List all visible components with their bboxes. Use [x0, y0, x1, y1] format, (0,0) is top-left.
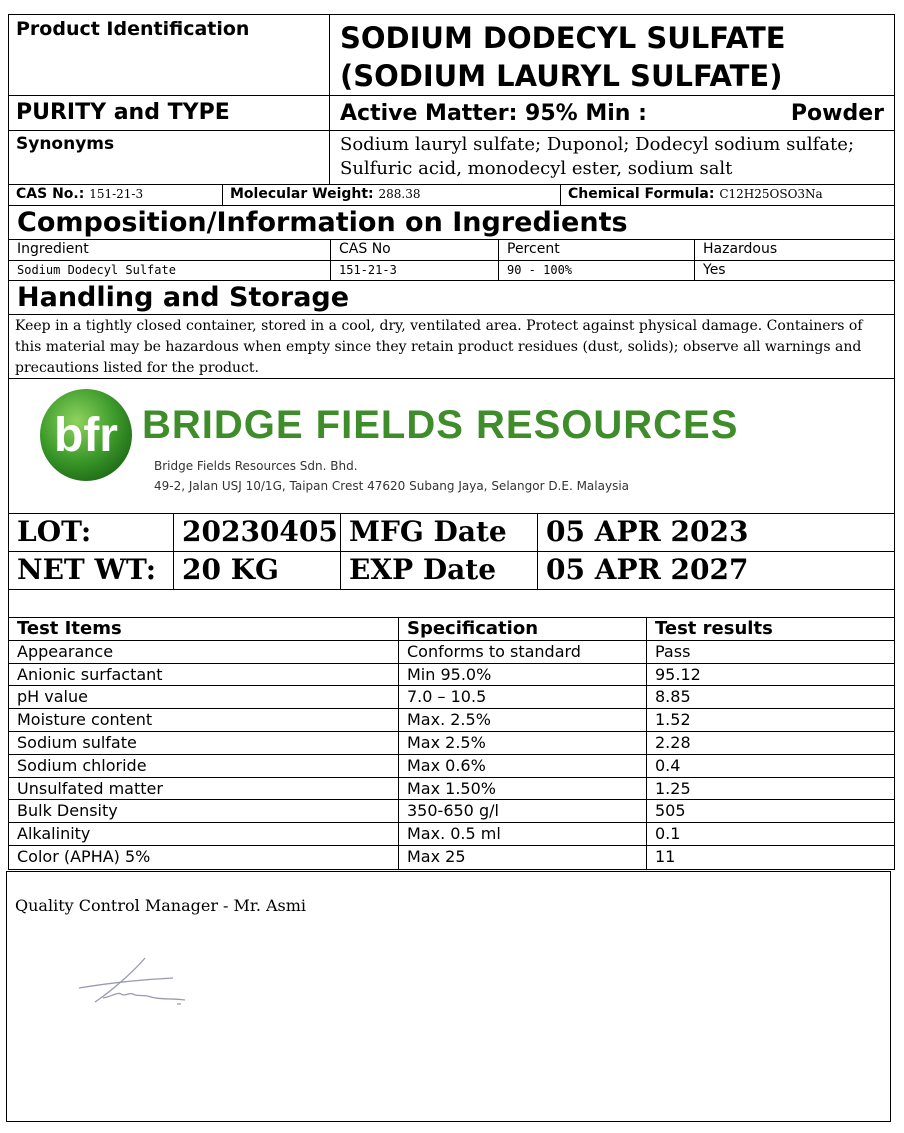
test-specification: Conforms to standard — [399, 641, 647, 663]
test-specification: Max. 2.5% — [399, 709, 647, 731]
exp-date-label: EXP Date — [341, 552, 538, 589]
test-results-header: Test results — [655, 618, 773, 639]
test-item: pH value — [9, 686, 399, 708]
test-item: Alkalinity — [9, 823, 399, 845]
test-item: Unsulfated matter — [9, 778, 399, 800]
test-item: Sodium chloride — [9, 755, 399, 777]
test-row — [9, 732, 894, 755]
chemical-formula-cell — [561, 185, 894, 205]
cas-cell — [9, 185, 223, 205]
test-specification: Max 1.50% — [399, 778, 647, 800]
test-item: Color (APHA) 5% — [9, 846, 399, 869]
test-specification: 350-650 g/l — [399, 800, 647, 822]
ingredient-hazardous: Yes — [703, 262, 726, 278]
lot-label: LOT: — [9, 514, 174, 551]
molecular-weight-label: Molecular Weight: — [230, 186, 374, 202]
ingredient-row — [9, 261, 894, 281]
synonyms-value — [330, 131, 894, 184]
test-items-header: Test Items — [9, 618, 399, 640]
test-row — [9, 800, 894, 823]
chemical-formula-label: Chemical Formula: — [568, 186, 715, 202]
synonyms-line2: Sulfuric acid, monodecyl ester, sodium salt — [340, 158, 733, 179]
ingredient-name: Sodium Dodecyl Sulfate — [9, 261, 331, 280]
test-result: Pass — [655, 641, 691, 661]
product-name-line1: SODIUM DODECYL SULFATE — [340, 21, 786, 55]
test-result: 8.85 — [655, 687, 691, 707]
ingredients-header-row — [9, 240, 894, 261]
cas-no-header: CAS No — [331, 240, 499, 260]
spacer-row — [9, 590, 894, 618]
molecular-weight-cell — [223, 185, 561, 205]
quality-control-manager: Quality Control Manager - Mr. Asmi — [15, 896, 307, 915]
test-specification: 7.0 – 10.5 — [399, 686, 647, 708]
composition-heading: Composition/Information on Ingredients — [9, 206, 894, 240]
handwritten-signature — [73, 950, 193, 1010]
net-weight-row — [9, 552, 894, 590]
test-row — [9, 823, 894, 846]
test-row — [9, 664, 894, 687]
test-row — [9, 709, 894, 732]
test-result: 0.4 — [655, 755, 681, 775]
mfg-date-label: MFG Date — [341, 514, 538, 551]
signature-box — [6, 871, 891, 1122]
lot-value: 20230405 — [174, 514, 341, 551]
hazardous-header: Hazardous — [703, 241, 778, 257]
logo-monogram: bfr — [54, 409, 118, 462]
test-specification: Max 25 — [399, 846, 647, 869]
company-address: 49-2, Jalan USJ 10/1G, Taipan Crest 47620 Subang Jaya, Selangor D.E. Malaysia — [154, 479, 630, 493]
test-row — [9, 846, 894, 869]
cas-value: 151-21-3 — [89, 187, 144, 201]
test-item: Sodium sulfate — [9, 732, 399, 754]
chemical-formula-value: C12H25OSO3Na — [719, 187, 823, 201]
cas-label: CAS No.: — [16, 186, 85, 202]
handling-line1: Keep in a tightly closed container, stored in a cool, dry, ventilated area. Protect against physical damage. Containers of — [15, 318, 863, 334]
handling-text — [9, 315, 894, 379]
product-identification-label: Product Identification — [9, 15, 330, 95]
company-legal-name: Bridge Fields Resources Sdn. Bhd. — [154, 459, 358, 473]
net-weight-value: 20 KG — [174, 552, 341, 589]
test-item: Bulk Density — [9, 800, 399, 822]
product-data-sheet — [8, 14, 895, 870]
test-result: 1.25 — [655, 778, 691, 798]
lot-row — [9, 514, 894, 552]
test-item: Moisture content — [9, 709, 399, 731]
net-weight-label: NET WT: — [9, 552, 174, 589]
handling-heading: Handling and Storage — [9, 281, 894, 315]
test-specification: Max 0.6% — [399, 755, 647, 777]
test-row — [9, 686, 894, 709]
molecular-weight-value: 288.38 — [378, 187, 421, 201]
product-name-line2: (SODIUM LAURYL SULFATE) — [340, 59, 783, 93]
test-result: 505 — [655, 801, 686, 821]
handling-line2: this material may be hazardous when empty since they retain product residues (dust, solids); observe all warnings and — [15, 339, 862, 355]
test-specification: Max 2.5% — [399, 732, 647, 754]
purity-label: PURITY and TYPE — [9, 96, 330, 130]
test-header-row — [9, 618, 894, 641]
active-matter-text: Active Matter: 95% Min : — [340, 101, 647, 126]
identifiers-row — [9, 185, 894, 206]
ingredient-cas: 151-21-3 — [331, 261, 499, 280]
mfg-date-value: 05 APR 2023 — [546, 515, 749, 548]
percent-header: Percent — [499, 240, 695, 260]
purity-row — [9, 96, 894, 131]
test-row — [9, 755, 894, 778]
specification-header: Specification — [399, 618, 647, 640]
ingredient-percent: 90 - 100% — [499, 261, 695, 280]
test-item: Anionic surfactant — [9, 664, 399, 686]
test-result: 11 — [655, 846, 676, 866]
test-specification: Min 95.0% — [399, 664, 647, 686]
product-identification-row — [9, 15, 894, 96]
bfr-logo-icon — [36, 385, 136, 485]
product-name — [330, 15, 894, 95]
synonyms-label: Synonyms — [9, 131, 330, 184]
product-form: Powder — [790, 101, 884, 126]
company-name: BRIDGE FIELDS RESOURCES — [142, 403, 739, 447]
ingredient-header: Ingredient — [9, 240, 331, 260]
test-specification: Max. 0.5 ml — [399, 823, 647, 845]
test-result: 1.52 — [655, 710, 691, 730]
company-logo-block — [9, 379, 894, 514]
synonyms-line1: Sodium lauryl sulfate; Duponol; Dodecyl sodium sulfate; — [340, 134, 855, 155]
test-item: Appearance — [9, 641, 399, 663]
test-result: 0.1 — [655, 824, 681, 844]
handling-line3: precautions listed for the product. — [15, 360, 259, 376]
test-result: 2.28 — [655, 732, 691, 752]
synonyms-row — [9, 131, 894, 185]
test-row — [9, 778, 894, 801]
purity-value — [330, 96, 894, 130]
test-row — [9, 641, 894, 664]
test-result: 95.12 — [655, 664, 701, 684]
exp-date-value: 05 APR 2027 — [546, 553, 749, 586]
